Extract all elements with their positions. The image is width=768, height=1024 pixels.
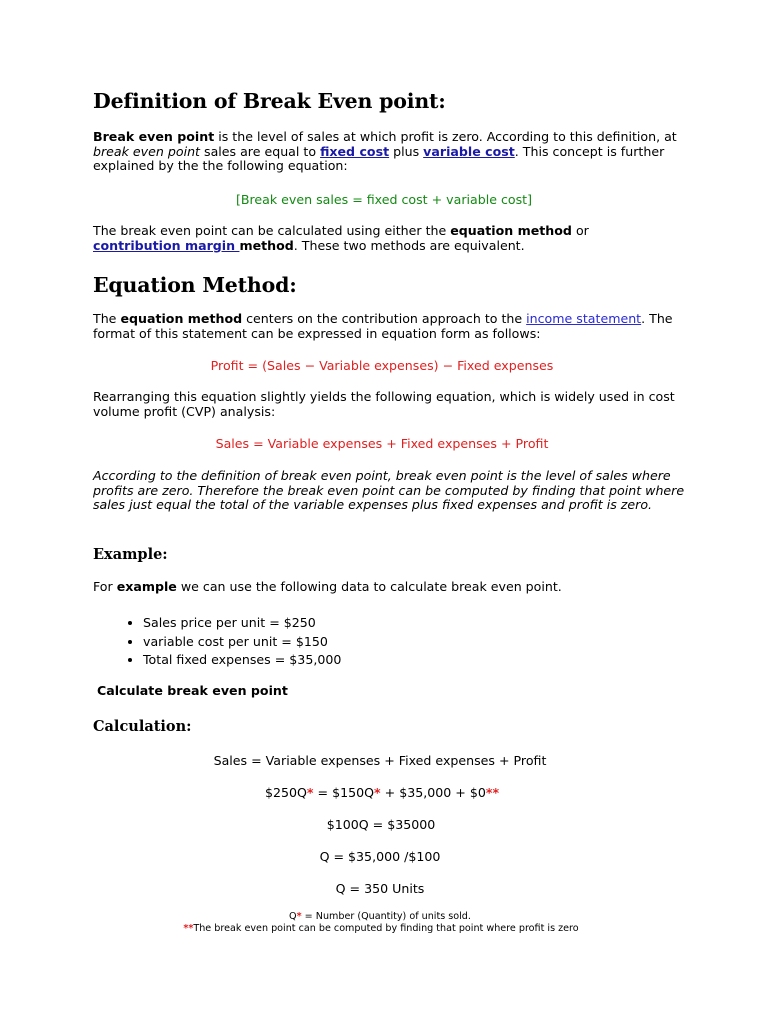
footnote-marker: * [296,911,302,922]
footnote-marker: * [374,785,381,800]
text-span: . This concept is further explained by the the following equation: [93,143,665,174]
heading-calculation: Calculation: [93,718,192,735]
term-equation-method: equation method [120,311,243,326]
list-item: • Sales price per unit = $250 [143,614,341,633]
footnote-marker: * [306,785,314,800]
footnote-marker: ** [485,785,500,800]
calc-step-1: Sales = Variable expenses + Fixed expenses + Profit [213,753,547,768]
link-fixed-cost[interactable]: fixed cost [320,143,390,159]
footnote-marker: ** [183,923,194,934]
text-span: or [571,223,589,238]
link-income-statement[interactable]: income statement [526,311,642,326]
text-span: . These two methods are equivalent. [293,237,525,253]
calc-step-4: Q = $35,000 /$100 [319,849,441,864]
text-span: plus [389,143,424,159]
heading-example: Example: [93,546,168,563]
definition-italic-paragraph: According to the definition of break even point, break even point is the level of sales where profits are zero. Therefore the break even point can be computed by finding that point where sales just equal the total of the variable expenses plus fixed expenses and profit is zero. [93,468,685,513]
text-span: The [93,311,121,326]
heading-definition: Definition of Break Even point: [93,89,446,113]
definition-paragraph [93,130,693,174]
term-method: method [239,237,294,253]
text-span: The break even point can be calculated using either the [93,223,451,238]
term-equation-method: equation method [450,223,572,238]
example-paragraph [93,580,693,595]
data-list [93,614,341,670]
calc-step-5: Q = 350 Units [335,881,425,896]
calc-step-3: $100Q = $35000 [326,817,436,832]
link-variable-cost[interactable]: variable cost [423,143,515,159]
text-span: + $35,000 + $0 [380,785,486,800]
text-span: Q [289,911,297,922]
footnote-break-even [0,923,765,935]
text-span: is the level of sales at which profit is zero. According to this definition, at [214,129,677,144]
text-span: For [93,579,117,594]
text-span: $250Q [264,785,307,800]
equation-method-paragraph [93,312,693,341]
calc-step-2 [0,785,766,800]
text-span: = Number (Quantity) of units sold. [301,911,471,922]
term-italic: break even point [93,143,200,159]
list-item: • variable cost per unit = $150 [143,633,341,652]
text-span: The break even point can be computed by finding that point where profit is zero [193,923,579,934]
text-span: = $150Q [313,785,375,800]
task-label: Calculate break even point [97,683,288,698]
methods-paragraph [93,224,693,253]
list-item: • Total fixed expenses = $35,000 [143,651,341,670]
text-span: we can use the following data to calculate break even point. [176,579,562,594]
equation-break-even-sales: [Break even sales = fixed cost + variable cost] [235,192,533,207]
equation-profit: Profit = (Sales − Variable expenses) − Fixed expenses [210,358,554,373]
text-span: . The format of this statement can be expressed in equation form as follows: [93,311,673,341]
rearranging-paragraph: Rearranging this equation slightly yields the following equation, which is widely used in cost volume profit (CVP) analysis: [93,389,675,419]
link-contribution-margin[interactable]: contribution margin [93,237,240,253]
text-span: sales are equal to [200,143,321,159]
term-example: example [116,579,177,594]
text-span: centers on the contribution approach to the [242,311,527,326]
heading-equation-method: Equation Method: [93,273,297,297]
equation-sales: Sales = Variable expenses + Fixed expenses + Profit [215,436,549,451]
term-break-even-point: Break even point [93,129,215,144]
footnote-q [0,911,764,923]
